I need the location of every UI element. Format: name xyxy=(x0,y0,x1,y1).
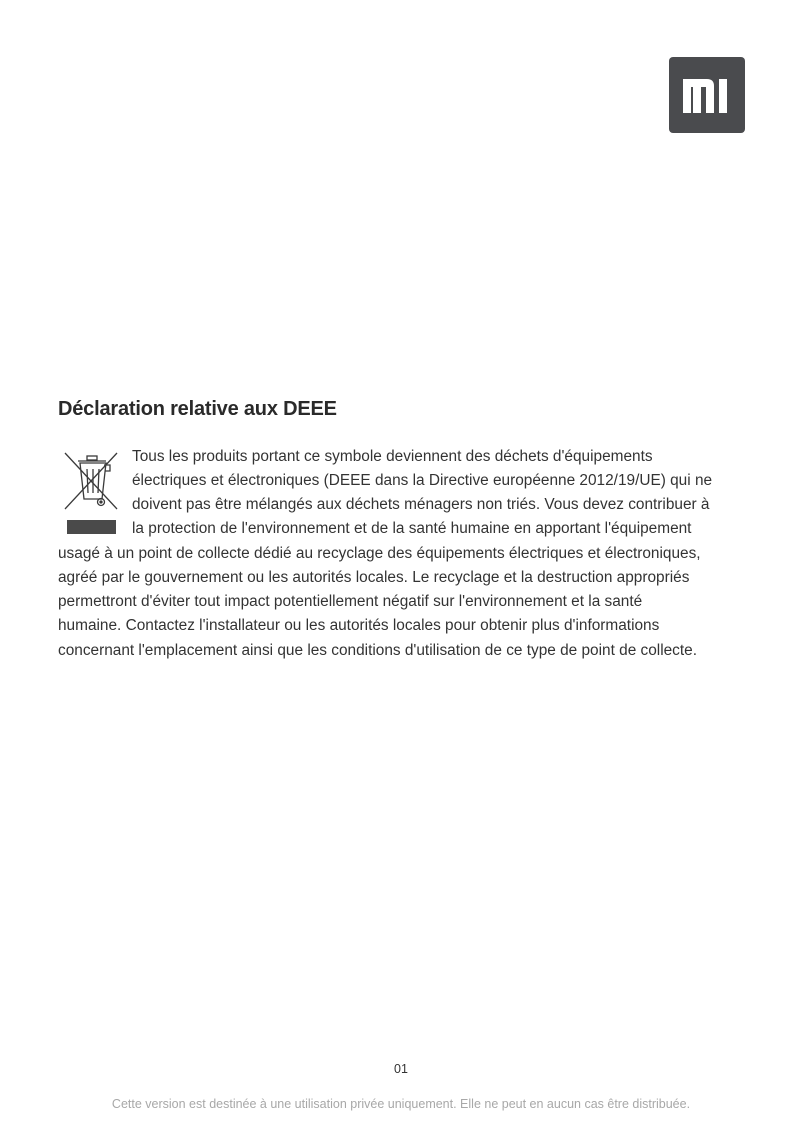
mi-logo xyxy=(669,57,745,133)
body-line-7: permettront d'éviter tout impact potentiellement négatif sur l'environnement et la santé xyxy=(58,593,643,610)
body-line-1: Tous les produits portant ce symbole deviennent des déchets d'équipements xyxy=(132,448,653,465)
section-title: Déclaration relative aux DEEE xyxy=(58,398,337,420)
body-line-8: humaine. Contactez l'installateur ou les autorités locales pour obtenir plus d'informations xyxy=(58,617,660,634)
page-number: 01 xyxy=(394,1062,408,1076)
distribution-notice: Cette version est destinée à une utilisation privée uniquement. Elle ne peut en aucun cas être distribuée. xyxy=(111,1097,691,1111)
body-line-3: doivent pas être mélangés aux déchets ménagers non triés. Vous devez contribuer à xyxy=(132,496,710,513)
body-line-6: agréé par le gouvernement ou les autorités locales. Le recyclage et la destruction appropriés xyxy=(58,569,690,586)
body-line-5: usagé à un point de collecte dédié au recyclage des équipements électriques et électroniques, xyxy=(58,545,701,562)
body-line-4: la protection de l'environnement et de la santé humaine en apportant l'équipement xyxy=(132,520,692,537)
mi-logo-icon xyxy=(669,57,745,133)
body-line-9: concernant l'emplacement ainsi que les conditions d'utilisation de ce type de point de collecte. xyxy=(58,642,697,659)
body-line-2: électriques et électroniques (DEEE dans la Directive européenne 2012/19/UE) qui ne xyxy=(132,472,713,489)
crossed-out-wheelie-bin-icon xyxy=(60,449,122,539)
